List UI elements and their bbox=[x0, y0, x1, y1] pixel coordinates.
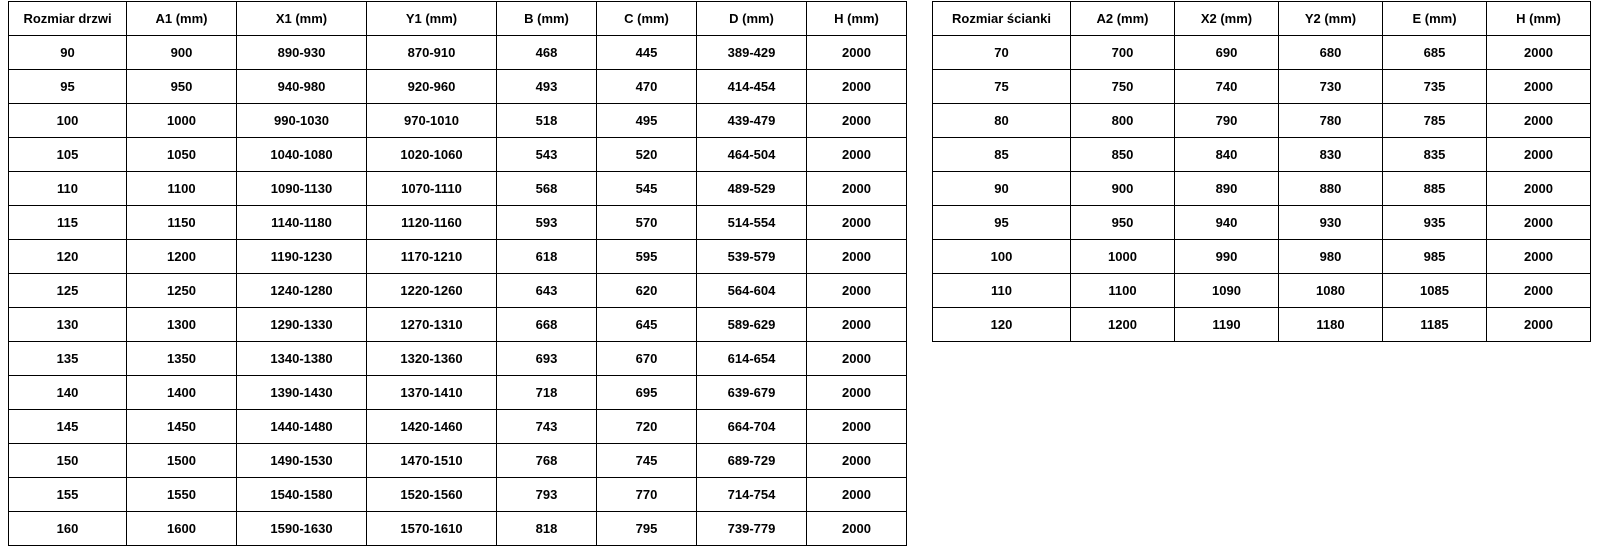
table-cell: 90 bbox=[9, 36, 127, 70]
table-cell: 160 bbox=[9, 512, 127, 546]
table-cell: 115 bbox=[9, 206, 127, 240]
table-cell: 770 bbox=[597, 478, 697, 512]
table-cell: 1070-1110 bbox=[367, 172, 497, 206]
table-cell: 1450 bbox=[127, 410, 237, 444]
table-cell: 95 bbox=[9, 70, 127, 104]
table-cell: 155 bbox=[9, 478, 127, 512]
table-cell: 2000 bbox=[807, 478, 907, 512]
table-row bbox=[933, 104, 1591, 138]
table-cell: 1300 bbox=[127, 308, 237, 342]
table-cell: 85 bbox=[933, 138, 1071, 172]
table-cell: 885 bbox=[1383, 172, 1487, 206]
table-cell: 745 bbox=[597, 444, 697, 478]
table-cell: 495 bbox=[597, 104, 697, 138]
table-cell: 518 bbox=[497, 104, 597, 138]
table-cell: 1140-1180 bbox=[237, 206, 367, 240]
table-cell: 1590-1630 bbox=[237, 512, 367, 546]
table-row bbox=[933, 172, 1591, 206]
table-row bbox=[9, 36, 907, 70]
column-header: Rozmiar drzwi bbox=[9, 2, 127, 36]
table-row bbox=[9, 512, 907, 546]
table-cell: 1250 bbox=[127, 274, 237, 308]
table-cell: 920-960 bbox=[367, 70, 497, 104]
table-cell: 1170-1210 bbox=[367, 240, 497, 274]
table-cell: 1390-1430 bbox=[237, 376, 367, 410]
table-cell: 2000 bbox=[807, 342, 907, 376]
table-cell: 135 bbox=[9, 342, 127, 376]
table-cell: 125 bbox=[9, 274, 127, 308]
table-cell: 1400 bbox=[127, 376, 237, 410]
table-cell: 1050 bbox=[127, 138, 237, 172]
walls-size-table bbox=[932, 1, 1591, 342]
table-cell: 718 bbox=[497, 376, 597, 410]
table-row bbox=[9, 478, 907, 512]
table-cell: 1320-1360 bbox=[367, 342, 497, 376]
table-row bbox=[9, 172, 907, 206]
table-cell: 950 bbox=[127, 70, 237, 104]
table-cell: 2000 bbox=[1487, 172, 1591, 206]
table-cell: 414-454 bbox=[697, 70, 807, 104]
table-cell: 890 bbox=[1175, 172, 1279, 206]
table-row bbox=[9, 206, 907, 240]
column-header: A2 (mm) bbox=[1071, 2, 1175, 36]
column-header: X1 (mm) bbox=[237, 2, 367, 36]
table-cell: 145 bbox=[9, 410, 127, 444]
column-header: X2 (mm) bbox=[1175, 2, 1279, 36]
table-cell: 1270-1310 bbox=[367, 308, 497, 342]
table-cell: 1370-1410 bbox=[367, 376, 497, 410]
table-cell: 1185 bbox=[1383, 308, 1487, 342]
table-cell: 1180 bbox=[1279, 308, 1383, 342]
table-cell: 514-554 bbox=[697, 206, 807, 240]
column-header: H (mm) bbox=[807, 2, 907, 36]
table-cell: 689-729 bbox=[697, 444, 807, 478]
table-cell: 668 bbox=[497, 308, 597, 342]
table-row bbox=[933, 206, 1591, 240]
table-cell: 870-910 bbox=[367, 36, 497, 70]
table-cell: 470 bbox=[597, 70, 697, 104]
table-cell: 1340-1380 bbox=[237, 342, 367, 376]
table-cell: 685 bbox=[1383, 36, 1487, 70]
table-cell: 468 bbox=[497, 36, 597, 70]
table-cell: 1550 bbox=[127, 478, 237, 512]
table-cell: 785 bbox=[1383, 104, 1487, 138]
table-cell: 140 bbox=[9, 376, 127, 410]
table-cell: 1440-1480 bbox=[237, 410, 367, 444]
column-header: Y2 (mm) bbox=[1279, 2, 1383, 36]
table-cell: 664-704 bbox=[697, 410, 807, 444]
table-cell: 690 bbox=[1175, 36, 1279, 70]
table-cell: 1420-1460 bbox=[367, 410, 497, 444]
table-cell: 464-504 bbox=[697, 138, 807, 172]
table-cell: 120 bbox=[9, 240, 127, 274]
table-cell: 595 bbox=[597, 240, 697, 274]
table-row bbox=[9, 308, 907, 342]
table-cell: 2000 bbox=[807, 376, 907, 410]
table-cell: 1120-1160 bbox=[367, 206, 497, 240]
table-row bbox=[933, 138, 1591, 172]
table-cell: 2000 bbox=[807, 104, 907, 138]
table-cell: 990 bbox=[1175, 240, 1279, 274]
table-cell: 105 bbox=[9, 138, 127, 172]
table-cell: 568 bbox=[497, 172, 597, 206]
table-cell: 2000 bbox=[807, 410, 907, 444]
table-cell: 1200 bbox=[127, 240, 237, 274]
table-cell: 670 bbox=[597, 342, 697, 376]
table-row bbox=[9, 104, 907, 138]
table-cell: 100 bbox=[9, 104, 127, 138]
table-cell: 1000 bbox=[127, 104, 237, 138]
table-cell: 1240-1280 bbox=[237, 274, 367, 308]
table-cell: 680 bbox=[1279, 36, 1383, 70]
table-cell: 1600 bbox=[127, 512, 237, 546]
table-cell: 110 bbox=[933, 274, 1071, 308]
table-cell: 543 bbox=[497, 138, 597, 172]
table-cell: 1490-1530 bbox=[237, 444, 367, 478]
table-cell: 2000 bbox=[1487, 36, 1591, 70]
table-cell: 545 bbox=[597, 172, 697, 206]
table-cell: 1100 bbox=[127, 172, 237, 206]
table-cell: 2000 bbox=[1487, 70, 1591, 104]
table-header-row bbox=[9, 2, 907, 36]
table-cell: 720 bbox=[597, 410, 697, 444]
table-cell: 1220-1260 bbox=[367, 274, 497, 308]
table-cell: 1570-1610 bbox=[367, 512, 497, 546]
table-cell: 1290-1330 bbox=[237, 308, 367, 342]
column-header: B (mm) bbox=[497, 2, 597, 36]
table-cell: 818 bbox=[497, 512, 597, 546]
table-cell: 1100 bbox=[1071, 274, 1175, 308]
table-cell: 1000 bbox=[1071, 240, 1175, 274]
column-header: A1 (mm) bbox=[127, 2, 237, 36]
table-cell: 900 bbox=[127, 36, 237, 70]
table-cell: 1090 bbox=[1175, 274, 1279, 308]
table-cell: 2000 bbox=[1487, 206, 1591, 240]
table-cell: 2000 bbox=[1487, 274, 1591, 308]
table-cell: 940 bbox=[1175, 206, 1279, 240]
table-row bbox=[9, 342, 907, 376]
table-cell: 930 bbox=[1279, 206, 1383, 240]
walls-table-container bbox=[932, 1, 1591, 342]
column-header: C (mm) bbox=[597, 2, 697, 36]
column-header: Rozmiar ścianki bbox=[933, 2, 1071, 36]
table-row bbox=[933, 308, 1591, 342]
table-cell: 1080 bbox=[1279, 274, 1383, 308]
table-cell: 564-604 bbox=[697, 274, 807, 308]
table-cell: 739-779 bbox=[697, 512, 807, 546]
table-cell: 439-479 bbox=[697, 104, 807, 138]
table-cell: 940-980 bbox=[237, 70, 367, 104]
table-cell: 100 bbox=[933, 240, 1071, 274]
table-cell: 840 bbox=[1175, 138, 1279, 172]
table-cell: 493 bbox=[497, 70, 597, 104]
column-header: Y1 (mm) bbox=[367, 2, 497, 36]
table-cell: 645 bbox=[597, 308, 697, 342]
table-cell: 80 bbox=[933, 104, 1071, 138]
table-cell: 795 bbox=[597, 512, 697, 546]
table-cell: 750 bbox=[1071, 70, 1175, 104]
table-cell: 589-629 bbox=[697, 308, 807, 342]
table-cell: 890-930 bbox=[237, 36, 367, 70]
table-cell: 835 bbox=[1383, 138, 1487, 172]
table-cell: 780 bbox=[1279, 104, 1383, 138]
table-cell: 570 bbox=[597, 206, 697, 240]
table-row bbox=[9, 444, 907, 478]
column-header: H (mm) bbox=[1487, 2, 1591, 36]
table-cell: 1040-1080 bbox=[237, 138, 367, 172]
table-cell: 614-654 bbox=[697, 342, 807, 376]
table-row bbox=[9, 240, 907, 274]
table-row bbox=[9, 410, 907, 444]
table-cell: 743 bbox=[497, 410, 597, 444]
table-cell: 693 bbox=[497, 342, 597, 376]
column-header: D (mm) bbox=[697, 2, 807, 36]
table-cell: 735 bbox=[1383, 70, 1487, 104]
doors-table-container bbox=[8, 1, 907, 546]
table-cell: 800 bbox=[1071, 104, 1175, 138]
table-cell: 1020-1060 bbox=[367, 138, 497, 172]
table-cell: 110 bbox=[9, 172, 127, 206]
table-row bbox=[933, 274, 1591, 308]
table-cell: 70 bbox=[933, 36, 1071, 70]
table-cell: 714-754 bbox=[697, 478, 807, 512]
column-header: E (mm) bbox=[1383, 2, 1487, 36]
table-cell: 1150 bbox=[127, 206, 237, 240]
table-cell: 2000 bbox=[807, 444, 907, 478]
table-row bbox=[933, 70, 1591, 104]
table-cell: 790 bbox=[1175, 104, 1279, 138]
table-cell: 793 bbox=[497, 478, 597, 512]
table-cell: 639-679 bbox=[697, 376, 807, 410]
table-cell: 970-1010 bbox=[367, 104, 497, 138]
table-cell: 593 bbox=[497, 206, 597, 240]
table-cell: 1540-1580 bbox=[237, 478, 367, 512]
table-header-row bbox=[933, 2, 1591, 36]
table-cell: 2000 bbox=[807, 206, 907, 240]
table-cell: 695 bbox=[597, 376, 697, 410]
table-cell: 935 bbox=[1383, 206, 1487, 240]
table-cell: 2000 bbox=[807, 172, 907, 206]
table-row bbox=[9, 376, 907, 410]
table-cell: 1350 bbox=[127, 342, 237, 376]
table-cell: 2000 bbox=[807, 512, 907, 546]
table-cell: 830 bbox=[1279, 138, 1383, 172]
table-cell: 520 bbox=[597, 138, 697, 172]
table-cell: 95 bbox=[933, 206, 1071, 240]
table-cell: 1470-1510 bbox=[367, 444, 497, 478]
table-cell: 620 bbox=[597, 274, 697, 308]
table-cell: 90 bbox=[933, 172, 1071, 206]
doors-size-table bbox=[8, 1, 907, 546]
table-cell: 1520-1560 bbox=[367, 478, 497, 512]
table-cell: 2000 bbox=[1487, 308, 1591, 342]
table-cell: 740 bbox=[1175, 70, 1279, 104]
table-cell: 1190 bbox=[1175, 308, 1279, 342]
table-cell: 700 bbox=[1071, 36, 1175, 70]
table-cell: 985 bbox=[1383, 240, 1487, 274]
table-cell: 2000 bbox=[807, 308, 907, 342]
table-cell: 768 bbox=[497, 444, 597, 478]
table-row bbox=[9, 70, 907, 104]
table-cell: 980 bbox=[1279, 240, 1383, 274]
table-cell: 150 bbox=[9, 444, 127, 478]
table-cell: 2000 bbox=[807, 138, 907, 172]
table-cell: 2000 bbox=[807, 274, 907, 308]
table-cell: 618 bbox=[497, 240, 597, 274]
table-cell: 1500 bbox=[127, 444, 237, 478]
table-cell: 2000 bbox=[807, 36, 907, 70]
table-cell: 2000 bbox=[1487, 138, 1591, 172]
table-row bbox=[933, 36, 1591, 70]
table-cell: 120 bbox=[933, 308, 1071, 342]
table-cell: 2000 bbox=[1487, 240, 1591, 274]
table-cell: 730 bbox=[1279, 70, 1383, 104]
table-cell: 1090-1130 bbox=[237, 172, 367, 206]
table-row bbox=[9, 138, 907, 172]
table-cell: 489-529 bbox=[697, 172, 807, 206]
table-cell: 1085 bbox=[1383, 274, 1487, 308]
table-cell: 900 bbox=[1071, 172, 1175, 206]
table-cell: 75 bbox=[933, 70, 1071, 104]
table-cell: 539-579 bbox=[697, 240, 807, 274]
table-cell: 389-429 bbox=[697, 36, 807, 70]
table-cell: 1190-1230 bbox=[237, 240, 367, 274]
table-cell: 130 bbox=[9, 308, 127, 342]
table-cell: 2000 bbox=[807, 70, 907, 104]
table-cell: 643 bbox=[497, 274, 597, 308]
table-row bbox=[933, 240, 1591, 274]
table-cell: 950 bbox=[1071, 206, 1175, 240]
table-cell: 445 bbox=[597, 36, 697, 70]
table-cell: 1200 bbox=[1071, 308, 1175, 342]
table-cell: 850 bbox=[1071, 138, 1175, 172]
table-cell: 880 bbox=[1279, 172, 1383, 206]
table-row bbox=[9, 274, 907, 308]
table-cell: 2000 bbox=[1487, 104, 1591, 138]
table-cell: 990-1030 bbox=[237, 104, 367, 138]
table-cell: 2000 bbox=[807, 240, 907, 274]
